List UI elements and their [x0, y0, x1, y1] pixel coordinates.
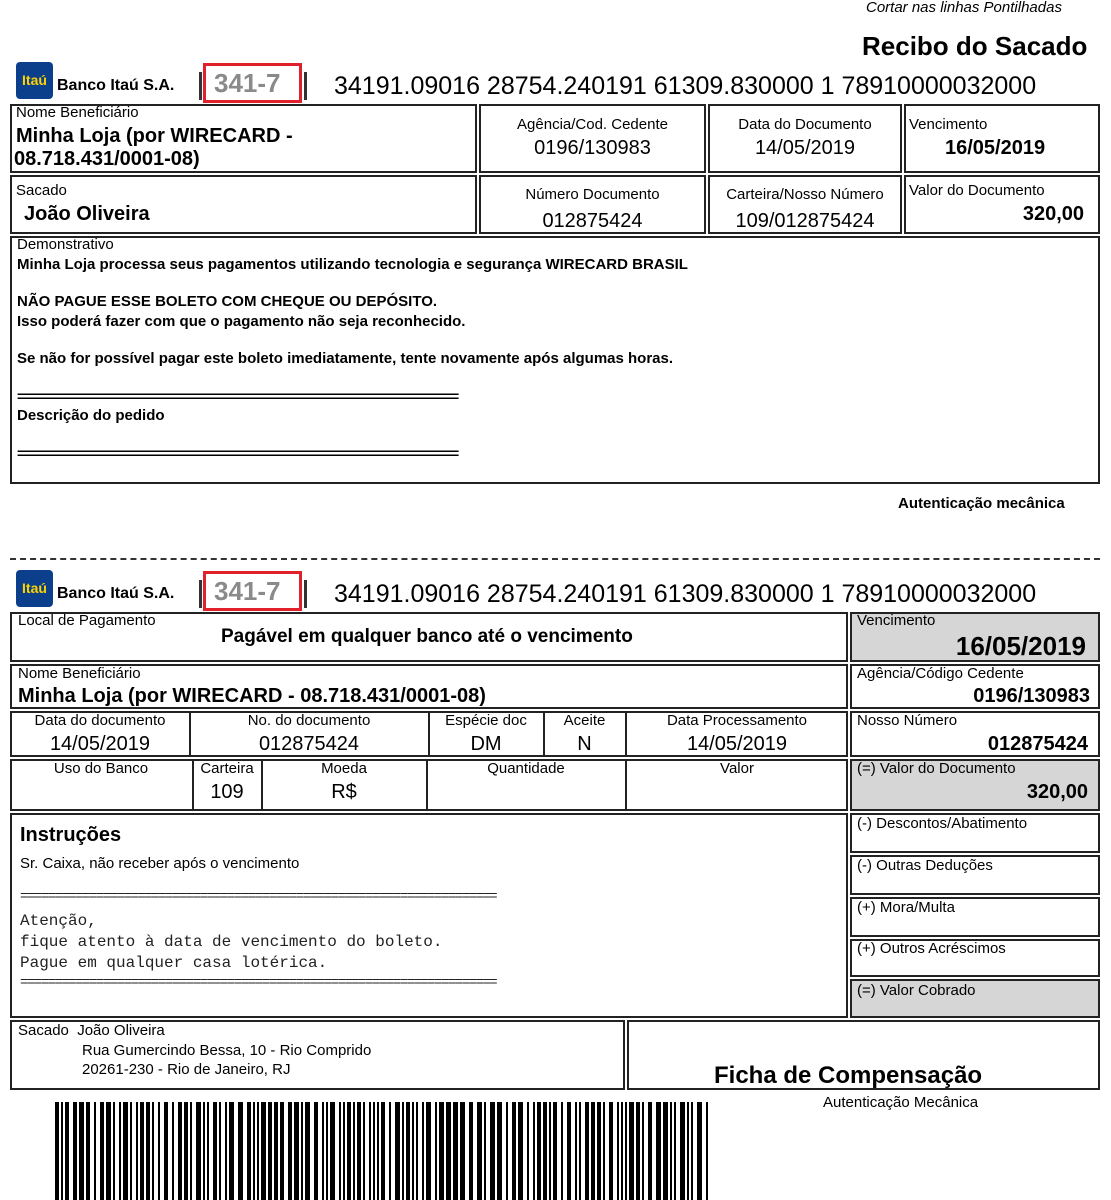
barcode-bar: [343, 1102, 345, 1200]
barcode-bar: [100, 1102, 104, 1200]
instructions-text: Sr. Caixa, não receber após o vencimento: [20, 855, 300, 872]
barcode-bar: [687, 1102, 689, 1200]
barcode-bar: [294, 1102, 299, 1200]
barcode-bar: [136, 1102, 138, 1200]
barcode-bar: [656, 1102, 661, 1200]
doc-number-label: Número Documento: [525, 186, 660, 203]
barcode-bar: [280, 1102, 284, 1200]
barcode-bar: [506, 1102, 508, 1200]
beneficiary-value: Minha Loja (por WIRECARD -: [16, 125, 293, 147]
agency-value: 0196/130983: [534, 137, 651, 159]
separator: [199, 580, 202, 608]
barcode-bar: [152, 1102, 154, 1200]
barcode-bar: [543, 1102, 547, 1200]
barcode-bar: [691, 1102, 693, 1200]
proc-date-label: Data Processamento: [666, 712, 808, 729]
barcode-bar: [497, 1102, 502, 1200]
barcode-bar: [446, 1102, 451, 1200]
barcode-bar: [207, 1102, 209, 1200]
slip-wallet-label: Carteira: [200, 760, 254, 777]
demo-text: NÃO PAGUE ESSE BOLETO COM CHEQUE OU DEPÓSITO.: [17, 293, 438, 310]
barcode-bar: [406, 1102, 410, 1200]
barcode-bar: [537, 1102, 541, 1200]
instructions-mono-text: fique atento à data de vencimento do boleto.: [20, 933, 443, 951]
digitable-line: 34191.09016 28754.240191 61309.830000 1 78910000032000: [334, 580, 1037, 608]
payment-place-label: Local de Pagamento: [18, 612, 156, 629]
mechanical-auth: Autenticação mecânica: [898, 495, 1065, 512]
barcode-bar: [426, 1102, 431, 1200]
barcode-bar: [305, 1102, 310, 1200]
barcode-bar: [395, 1102, 400, 1200]
our-number-label: Nosso Número: [857, 712, 958, 729]
demo-separator: ===================================================================: [17, 445, 458, 461]
currency-value: R$: [331, 781, 357, 803]
demo-text: Se não for possível pagar este boleto imediatamente, tente novamente após algumas horas.: [17, 350, 674, 367]
barcode-bar: [247, 1102, 251, 1200]
payment-place-value: Pagável em qualquer banco até o vencimento: [221, 626, 633, 647]
barcode-bar: [518, 1102, 523, 1200]
barcode-bar: [158, 1102, 160, 1200]
barcode-bar: [130, 1102, 132, 1200]
doc-date-value: 14/05/2019: [754, 137, 856, 159]
deductions-label: (-) Outras Deduções: [857, 857, 993, 874]
barcode-bar: [591, 1102, 595, 1200]
beneficiary-label: Nome Beneficiário: [16, 104, 139, 121]
barcode-bar: [373, 1102, 375, 1200]
barcode-bar: [196, 1102, 201, 1200]
slip-mechanical-auth: Autenticação Mecânica: [823, 1094, 979, 1111]
barcode-bar: [79, 1102, 84, 1200]
separator: [304, 72, 307, 100]
instructions-title: Instruções: [20, 824, 122, 846]
bank-name: Banco Itaú S.A.: [57, 585, 175, 602]
barcode-bar: [322, 1102, 324, 1200]
barcode-bar: [238, 1102, 243, 1200]
barcode-bar: [353, 1102, 355, 1200]
barcode-bar: [123, 1102, 128, 1200]
barcode-bar: [301, 1102, 303, 1200]
barcode-bar: [326, 1102, 328, 1200]
barcode-bar: [73, 1102, 77, 1200]
barcode-bar: [119, 1102, 121, 1200]
itau-logo-icon: Itaú: [16, 570, 53, 607]
instructions-separator: =====================================================================: [20, 889, 497, 905]
barcode-bar: [697, 1102, 702, 1200]
payer-label: Sacado: [16, 182, 67, 199]
barcode-bar: [648, 1102, 652, 1200]
barcode-bar: [190, 1102, 192, 1200]
compensation-title: Ficha de Compensação: [714, 1062, 983, 1089]
barcode-bar: [357, 1102, 361, 1200]
barcode-bar: [636, 1102, 640, 1200]
barcode-bar: [625, 1102, 627, 1200]
barcode-bar: [439, 1102, 444, 1200]
slip-beneficiary-label: Nome Beneficiário: [18, 665, 141, 682]
payer-value: João Oliveira: [24, 203, 150, 225]
barcode-bar: [629, 1102, 634, 1200]
value-label: Valor: [720, 760, 754, 777]
demo-separator: ===================================================================: [17, 388, 458, 404]
barcode-bar: [453, 1102, 458, 1200]
barcode-bar: [94, 1102, 96, 1200]
barcode-bar: [469, 1102, 473, 1200]
barcode-bar: [172, 1102, 174, 1200]
slip-doc-no-value: 012875424: [258, 733, 360, 755]
due-value: 16/05/2019: [945, 137, 1046, 159]
proc-date-value: 14/05/2019: [686, 733, 788, 755]
fine-label: (+) Mora/Multa: [857, 899, 955, 916]
barcode-bar: [229, 1102, 234, 1200]
barcode-bar: [268, 1102, 272, 1200]
doc-number-value: 012875424: [542, 210, 643, 232]
payer-address: 20261-230 - Rio de Janeiro, RJ: [82, 1061, 291, 1078]
slip-due-value: 16/05/2019: [955, 631, 1086, 661]
instructions-separator: =====================================================================: [20, 975, 497, 991]
barcode-bar: [579, 1102, 581, 1200]
barcode-bar: [184, 1102, 188, 1200]
barcode-bar: [549, 1102, 551, 1200]
barcode-bar: [533, 1102, 535, 1200]
barcode-bar: [225, 1102, 227, 1200]
our-number-value: 012875424: [987, 733, 1088, 755]
slip-doc-date-value: 14/05/2019: [49, 733, 151, 755]
barcode-bar: [603, 1102, 605, 1200]
amount-label: Valor do Documento: [909, 182, 1045, 199]
doc-date-label: Data do Documento: [738, 116, 872, 133]
barcode-bar: [585, 1102, 589, 1200]
separator: [304, 580, 307, 608]
barcode-bar: [146, 1102, 150, 1200]
barcode: [55, 1102, 715, 1200]
quantity-label: Quantidade: [487, 760, 565, 777]
slip-beneficiary-value: Minha Loja (por WIRECARD - 08.718.431/0001-08): [18, 685, 486, 707]
slip-wallet-value: 109: [210, 781, 244, 803]
barcode-bar: [484, 1102, 486, 1200]
separator: [199, 72, 202, 100]
barcode-bar: [670, 1102, 672, 1200]
barcode-bar: [261, 1102, 266, 1200]
order-description: Descrição do pedido: [17, 407, 165, 424]
barcode-bar: [253, 1102, 255, 1200]
barcode-bar: [369, 1102, 371, 1200]
instructions-mono-text: Pague em qualquer casa lotérica.: [20, 954, 328, 972]
barcode-bar: [553, 1102, 557, 1200]
barcode-bar: [257, 1102, 259, 1200]
due-label: Vencimento: [909, 116, 988, 133]
barcode-bar: [381, 1102, 385, 1200]
barcode-bar: [65, 1102, 69, 1200]
barcode-bar: [288, 1102, 292, 1200]
species-label: Espécie doc: [445, 712, 527, 729]
barcode-bar: [527, 1102, 529, 1200]
barcode-bar: [86, 1102, 90, 1200]
barcode-bar: [477, 1102, 482, 1200]
barcode-bar: [680, 1102, 685, 1200]
itau-logo-icon: Itaú: [16, 62, 53, 99]
barcode-bar: [663, 1102, 668, 1200]
slip-agency-value: 0196/130983: [973, 685, 1090, 707]
barcode-bar: [422, 1102, 424, 1200]
barcode-bar: [140, 1102, 144, 1200]
charged-label: (=) Valor Cobrado: [857, 982, 976, 999]
payer-address: Rua Gumercindo Bessa, 10 - Rio Comprido: [82, 1042, 372, 1059]
barcode-bar: [575, 1102, 577, 1200]
demo-text: Minha Loja processa seus pagamentos utilizando tecnologia e segurança WIRECARD BRASIL: [17, 256, 688, 273]
bank-use-label: Uso do Banco: [53, 760, 149, 777]
barcode-bar: [402, 1102, 404, 1200]
slip-payer-name: João Oliveira: [77, 1022, 165, 1039]
barcode-bar: [377, 1102, 379, 1200]
doc-amount-value: 320,00: [1026, 781, 1088, 803]
barcode-bar: [561, 1102, 563, 1200]
bank-name: Banco Itaú S.A.: [57, 77, 175, 94]
discount-label: (-) Descontos/Abatimento: [857, 815, 1028, 832]
barcode-bar: [203, 1102, 205, 1200]
barcode-bar: [339, 1102, 341, 1200]
barcode-bar: [164, 1102, 168, 1200]
barcode-bar: [609, 1102, 613, 1200]
barcode-bar: [706, 1102, 708, 1200]
beneficiary-value: 08.718.431/0001-08): [14, 148, 200, 170]
currency-label: Moeda: [321, 760, 367, 777]
slip-doc-no-label: No. do documento: [247, 712, 371, 729]
barcode-bar: [113, 1102, 115, 1200]
species-value: DM: [470, 733, 502, 755]
barcode-bar: [412, 1102, 414, 1200]
wallet-value: 109/012875424: [735, 210, 875, 232]
barcode-bar: [274, 1102, 278, 1200]
doc-amount-label: (=) Valor do Documento: [857, 760, 1016, 777]
bank-code: 341-7: [214, 68, 281, 98]
barcode-bar: [435, 1102, 437, 1200]
barcode-bar: [597, 1102, 601, 1200]
barcode-bar: [642, 1102, 644, 1200]
accept-value: N: [577, 733, 592, 755]
barcode-bar: [460, 1102, 465, 1200]
barcode-bar: [617, 1102, 619, 1200]
slip-agency-label: Agência/Código Cedente: [857, 665, 1024, 682]
barcode-bar: [512, 1102, 516, 1200]
barcode-bar: [219, 1102, 221, 1200]
barcode-bar: [106, 1102, 111, 1200]
barcode-bar: [314, 1102, 318, 1200]
barcode-bar: [490, 1102, 495, 1200]
barcode-bar: [389, 1102, 391, 1200]
slip-due-label: Vencimento: [857, 612, 936, 629]
slip-payer-line: [18, 1023, 165, 1039]
digitable-line: 34191.09016 28754.240191 61309.830000 1 78910000032000: [334, 72, 1037, 100]
barcode-bar: [347, 1102, 351, 1200]
demo-label: Demonstrativo: [17, 236, 114, 253]
barcode-bar: [178, 1102, 182, 1200]
barcode-bar: [330, 1102, 335, 1200]
barcode-bar: [213, 1102, 217, 1200]
demo-text: Isso poderá fazer com que o pagamento não seja reconhecido.: [17, 313, 466, 330]
barcode-bar: [621, 1102, 623, 1200]
cut-note: Cortar nas linhas Pontilhadas: [866, 0, 1062, 16]
additions-label: (+) Outros Acréscimos: [857, 940, 1006, 957]
barcode-bar: [363, 1102, 365, 1200]
slip-payer-label: Sacado: [18, 1022, 69, 1039]
instructions-mono-text: Atenção,: [20, 912, 97, 930]
bank-code: 341-7: [214, 576, 281, 606]
cut-line: [10, 558, 1100, 560]
accept-label: Aceite: [563, 712, 606, 729]
barcode-bar: [674, 1102, 676, 1200]
amount-value: 320,00: [1022, 203, 1084, 225]
slip-doc-date-label: Data do documento: [34, 712, 166, 729]
barcode-bar: [416, 1102, 418, 1200]
receipt-title: Recibo do Sacado: [862, 31, 1088, 61]
agency-label: Agência/Cod. Cedente: [517, 116, 668, 133]
barcode-bar: [55, 1102, 59, 1200]
barcode-bar: [567, 1102, 571, 1200]
barcode-bar: [61, 1102, 63, 1200]
wallet-label: Carteira/Nosso Número: [726, 186, 884, 203]
